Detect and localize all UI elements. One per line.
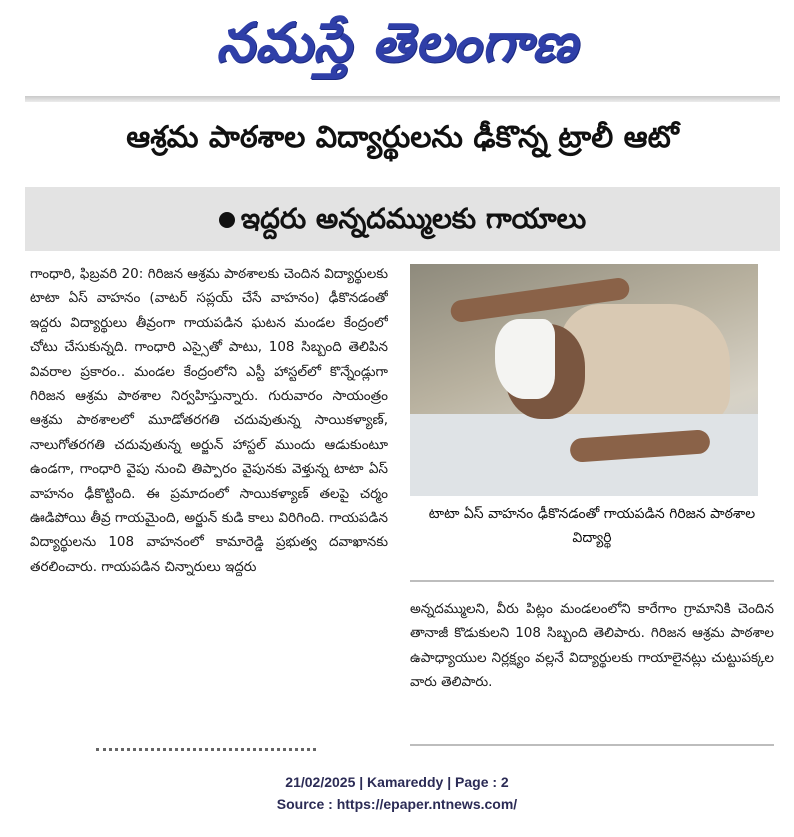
article-subhead [25,187,780,251]
body-paragraph: అన్నదమ్ములని, వీరు పిట్లం మండలంలోని కారేగాం గ్రామానికి చెందిన తానాజీ కొడుకులని 108 సిబ్బంది తెలిపారు. గిరిజన ఆశ్రమ పాఠశాల ఉపాధ్యాయుల నిర్లక్ష్యం వల్లనే విద్యార్థులకు గాయాలైనట్లు చుట్టుపక్కల వారు తెలిపారు. [410,601,774,691]
subhead-band [25,187,780,251]
newspaper-logo: నమస్తే తెలంగాణ [216,10,578,74]
masthead [0,0,794,95]
photo-caption: టాటా ఏస్ వాహనం ఢీకొనడంతో గాయపడిన గిరిజన పాఠశాల విద్యార్థి [428,506,756,546]
article-body-right [410,597,774,737]
article-photo [410,264,758,496]
bullet-icon [219,212,235,228]
body-paragraph: గాంధారి, ఫిబ్రవరి 20: గిరిజన ఆశ్రమ పాఠశాలకు చెందిన విద్యార్థులకు టాటా ఏస్ వాహనం (వాటర్ సప్లయ్ చేసే వాహనం) ఢీకొనడంతో ఇద్దరు విద్యార్థులు తీవ్రంగా గాయపడిన ఘటన మండల కేంద్రంలో చోటు చేసుకున్నది. గాంధారి ఎస్సైతో పాటు, 108 సిబ్బంది తెలిపిన వివరాల ప్రకారం.. మండల కేంద్రంలోని ఎస్టీ హాస్టల్‌లో కొన్నేండ్లుగా గిరిజన ఆశ్రమ పాఠశాల నిర్వహిస్తున్నారు. గురువారం సాయంత్రం ఆశ్రమ పాఠశాలలో మూడోతరగతి చదువుతున్న సాయికళ్యాణ్, నాలుగోతరగతి చదువుతున్న అర్జున్ హాస్టల్ ముందు ఆడుకుంటూ ఉండగా, గాంధారి వైపు నుంచి తిప్పారం వైపునకు వెళ్తున్న టాటా ఏస్ వాహనం ఢీకొట్టింది. ఈ ప్రమాదంలో సాయికళ్యాణ్ తలపై చర్మం ఊడిపోయి తీవ్ర గాయమైంది, అర్జున్ కుడి కాలు విరిగింది. గాయపడిన విద్యార్థులను 108 వాహనంలో కామారెడ్డి ప్రభుత్వ దవాఖానకు తరలించారు. గాయపడిన చిన్నారులు ఇద్దరు [30,266,388,575]
divider [410,744,774,746]
cut-line [96,748,316,757]
divider [25,96,780,102]
article-headline: ఆశ్రమ పాఠశాల విద్యార్థులను ఢీకొన్న ట్రాలీ ఆటో [126,120,679,155]
footer-source-line: Source : https://epaper.ntnews.com/ [276,796,518,812]
divider [410,580,774,582]
footer-date-line: 21/02/2025 | Kamareddy | Page : 2 [285,774,509,790]
subhead-text: ఇద్దరు అన్నదమ్ములకు గాయాలు [240,202,587,235]
footer [0,771,794,815]
article-body-left [30,262,388,740]
